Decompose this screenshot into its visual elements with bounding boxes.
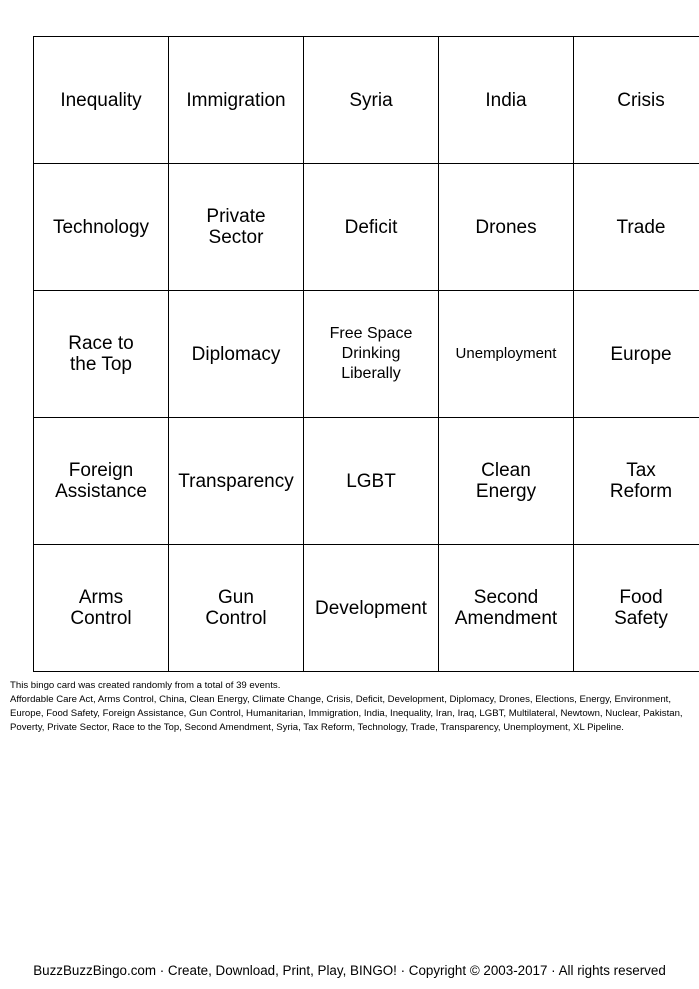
bingo-cell bbox=[304, 545, 439, 672]
bingo-cell bbox=[169, 291, 304, 418]
bingo-cell bbox=[169, 545, 304, 672]
bingo-cell bbox=[34, 37, 169, 164]
bingo-cell-text: Inequality bbox=[60, 89, 142, 111]
bingo-cell bbox=[574, 418, 699, 545]
bingo-cell-text: LGBT bbox=[346, 470, 396, 492]
bingo-cell-text: Development bbox=[315, 597, 427, 619]
bingo-cell-text: Clean Energy bbox=[475, 460, 537, 502]
bingo-cell bbox=[574, 164, 699, 291]
bingo-cell-text: Transparency bbox=[178, 470, 294, 492]
bingo-card-grid bbox=[33, 36, 699, 672]
bingo-cell bbox=[439, 418, 574, 545]
bingo-cell bbox=[439, 37, 574, 164]
bingo-cell bbox=[304, 418, 439, 545]
bingo-row bbox=[34, 545, 699, 672]
bingo-cell bbox=[439, 291, 574, 418]
bingo-cell bbox=[34, 545, 169, 672]
bingo-cell bbox=[574, 37, 699, 164]
bingo-cell-text: Foreign Assistance bbox=[55, 460, 147, 502]
event-count-note: This bingo card was created randomly from a total of 39 events. bbox=[10, 680, 281, 691]
bingo-cell bbox=[34, 291, 169, 418]
bingo-cell-text: Free Space Drinking Liberally bbox=[329, 325, 413, 382]
bingo-cell-text: Food Safety bbox=[614, 587, 668, 629]
bingo-cell-text: Immigration bbox=[186, 89, 286, 111]
bingo-row bbox=[34, 164, 699, 291]
event-list: Affordable Care Act, Arms Control, China, Clean Energy, Climate Change, Crisis, Deficit, Development, Diplomacy, Drones, Elections, Energy, Environment, Europe, Food Safety, Foreign Assistance, Gun Control, Humanitarian, Immigration, India, Inequality, Iran, Iraq, LGBT, Multilateral, Newtown, Nuclear, Pakistan, Poverty, Private Sector, Race to the Top, Second Amendment, Syria, Tax Reform, Technology, Trade, Transparency, Unemployment, XL Pipeline. bbox=[10, 694, 683, 733]
bingo-cell-text: Second Amendment bbox=[454, 587, 558, 629]
bingo-row bbox=[34, 37, 699, 164]
bingo-cell bbox=[34, 418, 169, 545]
bingo-cell-text: Syria bbox=[349, 89, 393, 111]
bingo-cell-text: Unemployment bbox=[455, 345, 557, 362]
footer-copyright: BuzzBuzzBingo.com · Create, Download, Print, Play, BINGO! · Copyright © 2003-2017 · All rights reserved bbox=[33, 963, 666, 978]
bingo-cell bbox=[574, 291, 699, 418]
bingo-cell-text: Arms Control bbox=[70, 587, 132, 629]
bingo-cell-text: Race to the Top bbox=[68, 333, 134, 375]
bingo-cell-text: Private Sector bbox=[206, 206, 266, 248]
bingo-cell bbox=[439, 164, 574, 291]
bingo-cell bbox=[169, 164, 304, 291]
bingo-cell bbox=[439, 545, 574, 672]
card-info bbox=[10, 679, 692, 735]
bingo-cell-text: Gun Control bbox=[205, 587, 267, 629]
bingo-cell-text: Technology bbox=[52, 216, 150, 238]
bingo-cell bbox=[169, 418, 304, 545]
bingo-cell-text: Diplomacy bbox=[191, 343, 281, 365]
bingo-cell-text: Crisis bbox=[617, 89, 665, 111]
bingo-cell bbox=[169, 37, 304, 164]
bingo-cell-text: Tax Reform bbox=[609, 460, 673, 502]
bingo-cell bbox=[304, 164, 439, 291]
bingo-cell-text: Drones bbox=[475, 216, 537, 238]
bingo-cell-text: Europe bbox=[610, 343, 672, 365]
bingo-free-cell bbox=[304, 291, 439, 418]
bingo-cell-text: India bbox=[485, 89, 527, 111]
bingo-cell bbox=[304, 37, 439, 164]
bingo-row bbox=[34, 291, 699, 418]
bingo-row bbox=[34, 418, 699, 545]
bingo-cell-text: Trade bbox=[616, 216, 666, 238]
bingo-cell bbox=[574, 545, 699, 672]
bingo-cell-text: Deficit bbox=[344, 216, 398, 238]
bingo-cell bbox=[34, 164, 169, 291]
